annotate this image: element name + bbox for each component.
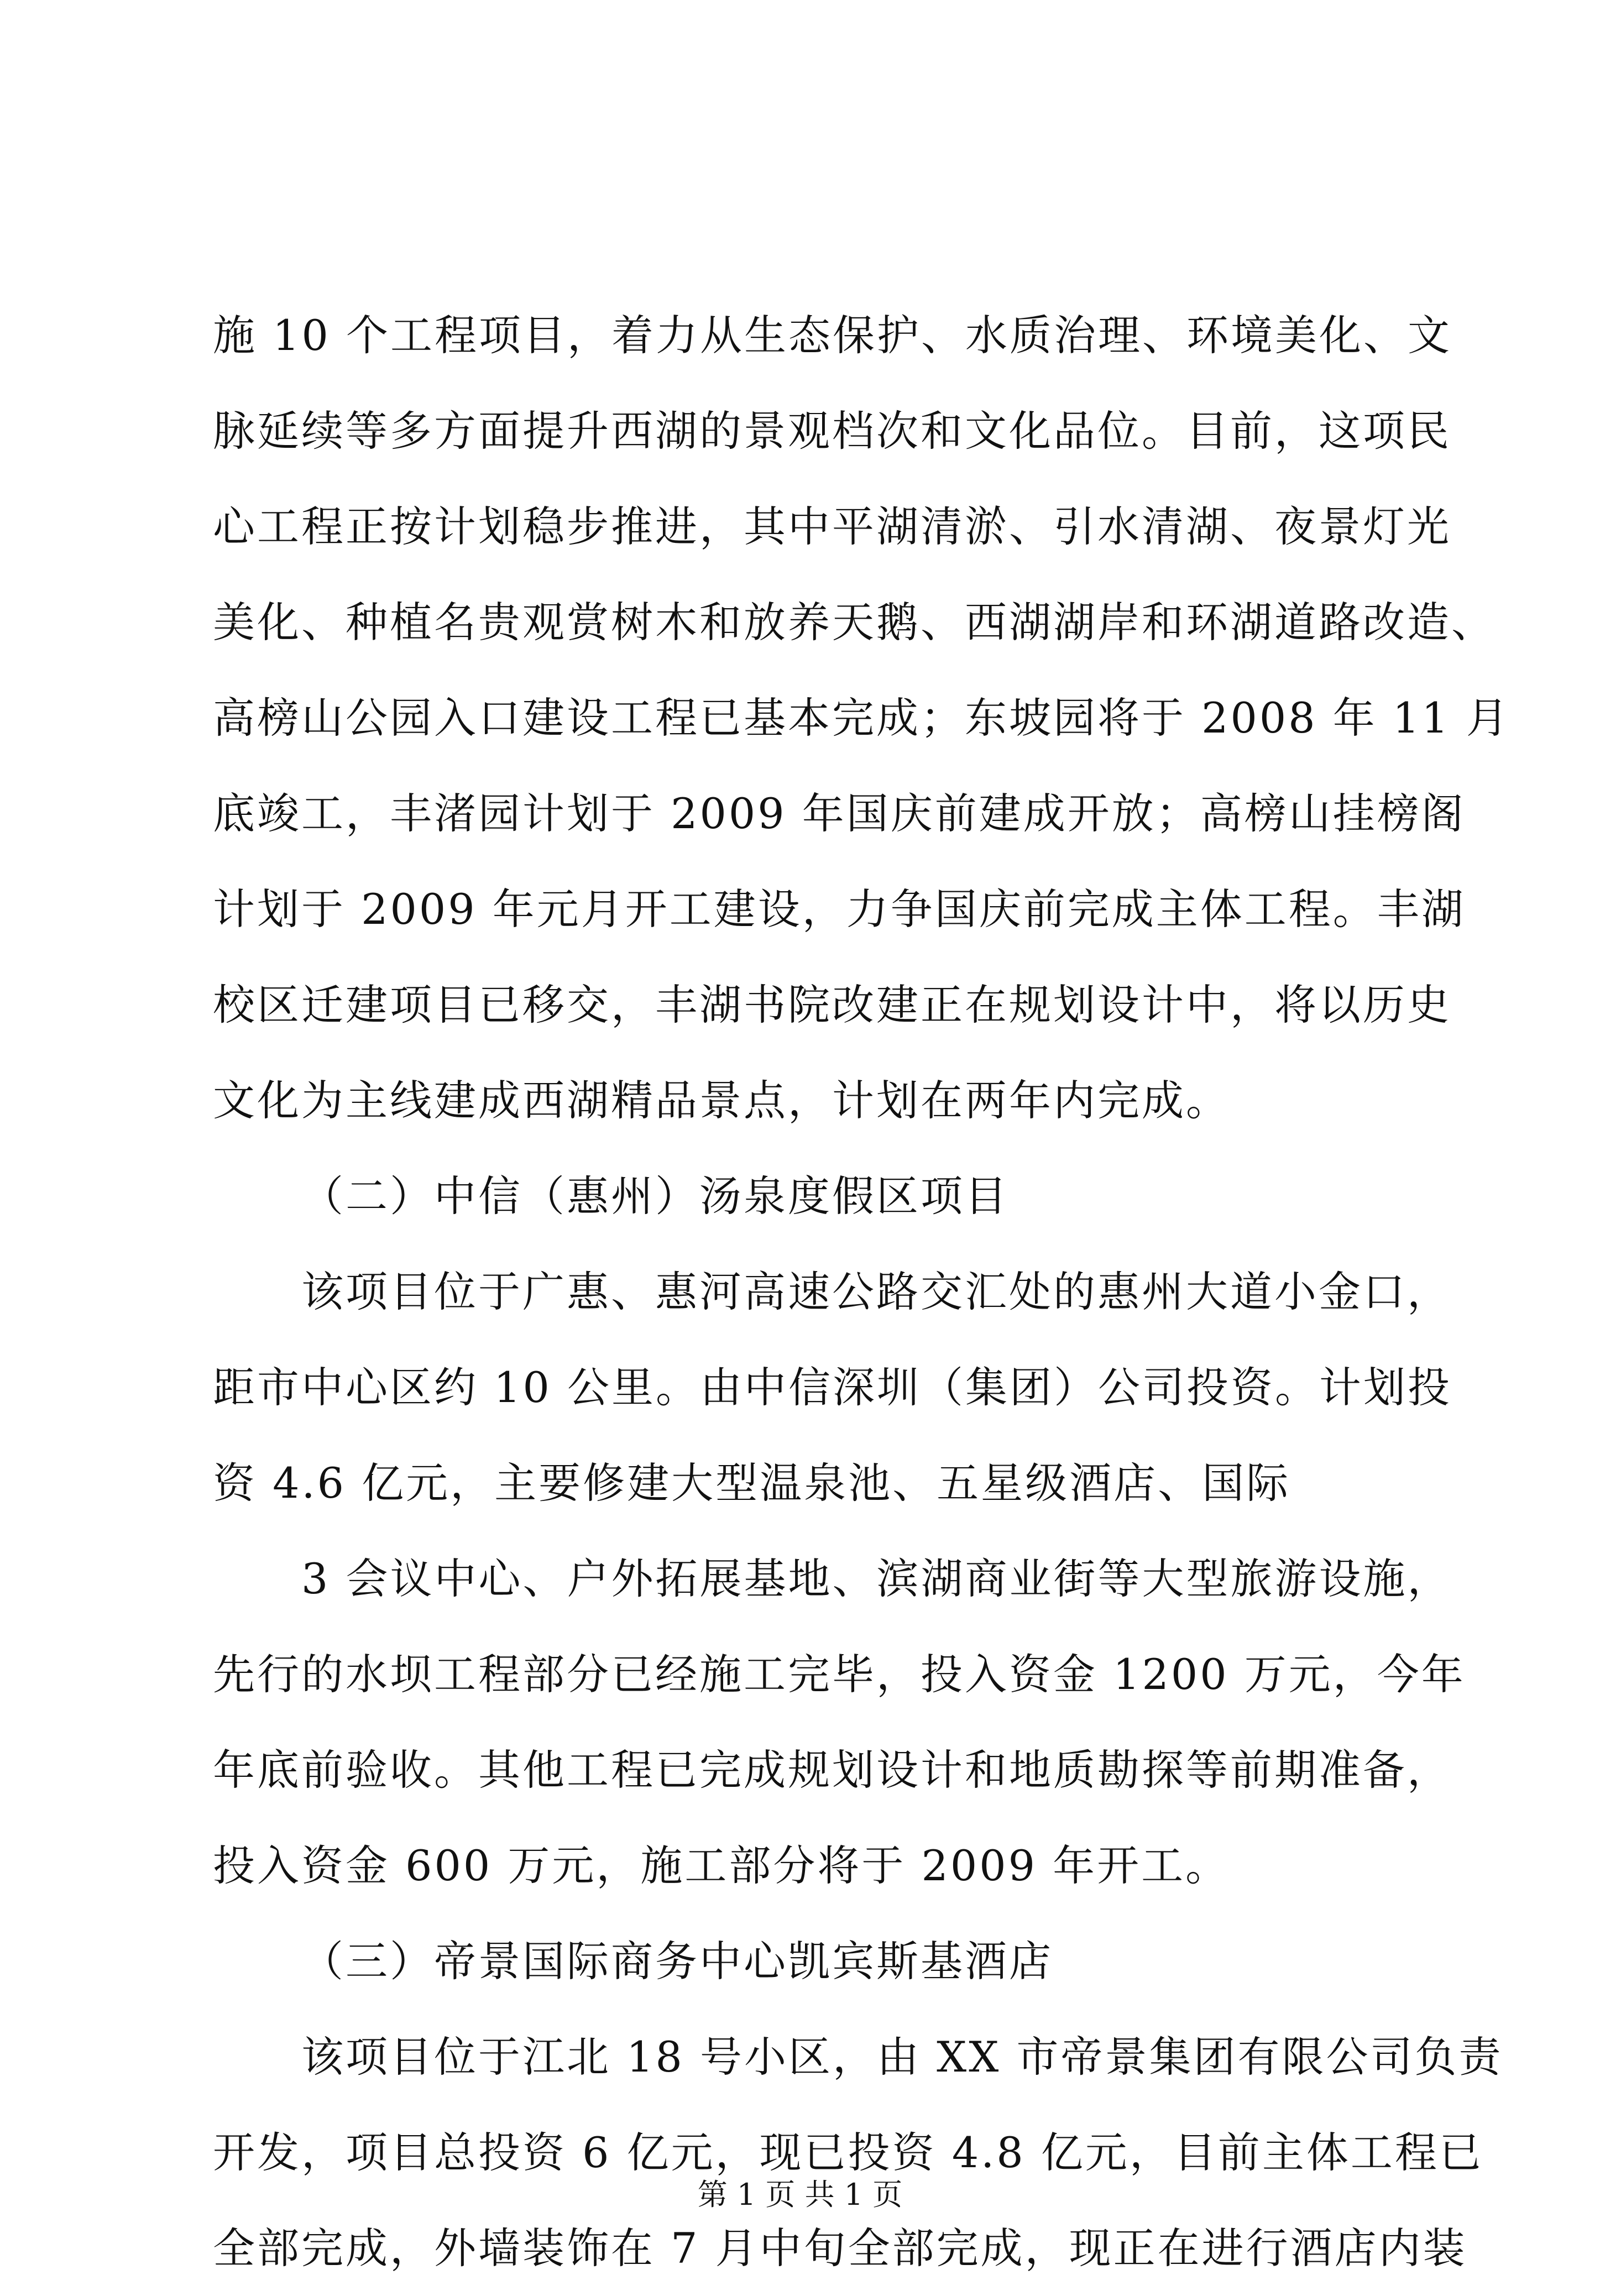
text-line: 全部完成，外墙装饰在 7 月中旬全部完成，现正在进行酒店内装: [213, 2224, 1467, 2273]
text-line: 投入资金 600 万元，施工部分将于 2009 年开工。: [213, 1841, 1230, 1890]
text-line: 资 4.6 亿元，主要修建大型温泉池、五星级酒店、国际: [213, 1458, 1291, 1508]
text-line: 该项目位于广惠、惠河高速公路交汇处的惠州大道小金口，: [301, 1267, 1451, 1316]
text-line: 开发，项目总投资 6 亿元，现已投资 4.8 亿元，目前主体工程已: [213, 2128, 1483, 2177]
section-heading: （二）中信（惠州）汤泉度假区项目: [301, 1171, 1009, 1221]
body-text: [213, 287, 1510, 2296]
text-line: 美化、种植名贵观赏树木和放养天鹅、西湖湖岸和环湖道路改造、: [213, 598, 1496, 647]
text-line: 该项目位于江北 18 号小区，由 XX 市帝景集团有限公司负责: [301, 2032, 1503, 2081]
text-line: 施 10 个工程项目，着力从生态保护、水质治理、环境美化、文: [213, 311, 1452, 360]
text-line: 心工程正按计划稳步推进，其中平湖清淤、引水清湖、夜景灯光: [213, 502, 1451, 551]
text-line: 年底前验收。其他工程已完成规划设计和地质勘探等前期准备，: [213, 1745, 1451, 1795]
text-line: 先行的水坝工程部分已经施工完毕，投入资金 1200 万元，今年: [213, 1650, 1466, 1699]
text-line: 计划于 2009 年元月开工建设，力争国庆前完成主体工程。丰湖: [213, 885, 1466, 934]
text-line: 文化为主线建成西湖精品景点，计划在两年内完成。: [213, 1076, 1230, 1125]
text-line: 底竣工，丰渚园计划于 2009 年国庆前建成开放；高榜山挂榜阁: [213, 789, 1466, 838]
text-line: 脉延续等多方面提升西湖的景观档次和文化品位。目前，这项民: [213, 406, 1451, 456]
text-line: 距市中心区约 10 公里。由中信深圳（集团）公司投资。计划投: [213, 1363, 1452, 1412]
page-footer: 第 1 页 共 1 页: [697, 2177, 903, 2212]
text-line: 校区迁建项目已移交，丰湖书院改建正在规划设计中，将以历史: [213, 980, 1451, 1029]
text-line: 3 会议中心、户外拓展基地、滨湖商业街等大型旅游设施，: [301, 1554, 1452, 1603]
text-line: 高榜山公园入口建设工程已基本完成；东坡园将于 2008 年 11 月: [213, 693, 1510, 742]
section-heading: （三）帝景国际商务中心凯宾斯基酒店: [301, 1937, 1053, 1986]
